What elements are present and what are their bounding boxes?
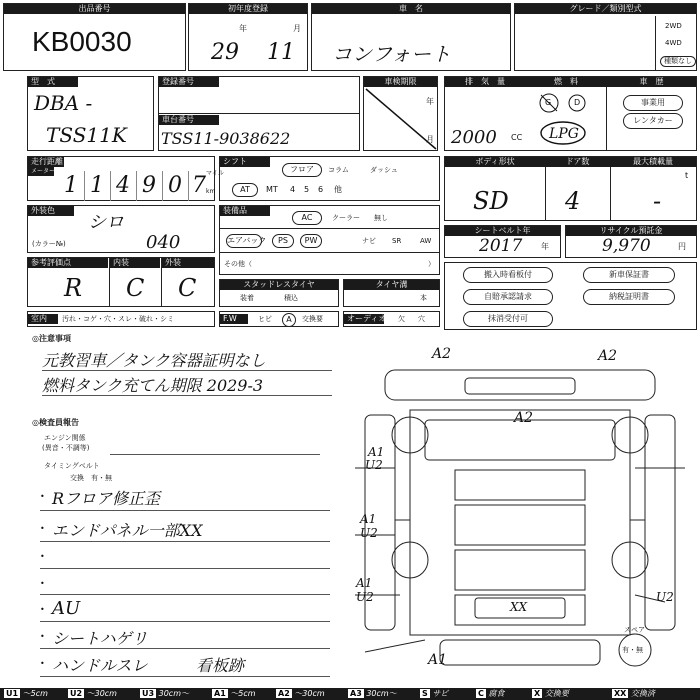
doc-delete: 抹消受付可 xyxy=(463,311,553,327)
inspector-extra: 看板跡 xyxy=(196,656,245,675)
shift-5: 5 xyxy=(304,185,310,194)
diagram-mark-a1-left-2: A1 xyxy=(360,512,377,526)
registration-label: 登録番号 xyxy=(159,77,219,87)
recycle-label: リサイクル預託金 xyxy=(566,226,696,236)
legend-item-s: S サビ xyxy=(422,689,449,698)
mileage-digit-5: 0 xyxy=(168,173,182,198)
inspector-item-6: シートハゲリ xyxy=(52,629,148,648)
studless-box xyxy=(219,279,339,307)
body-style-value: SD xyxy=(473,187,509,215)
shift-at: AT xyxy=(232,183,258,197)
chassis-label: 車台番号 xyxy=(159,115,219,125)
shift-column: コラム xyxy=(328,166,349,174)
lot-label: 出品番号 xyxy=(4,4,185,14)
spare-value: 有・無 xyxy=(622,646,643,654)
doc-jibai: 自賠承認請求 xyxy=(463,289,553,305)
seatbelt-label: シートベルト年 xyxy=(445,226,560,236)
capacity-label: 最大積載量 xyxy=(610,157,696,167)
drive-2wd: 2WD xyxy=(665,22,682,30)
grade-box xyxy=(514,3,697,71)
diagram-mark-a1-left-1: A1 xyxy=(368,445,385,459)
inspection-label: 車検期限 xyxy=(364,77,437,87)
equipment-none: 無し xyxy=(374,214,388,222)
shift-mt: MT xyxy=(266,185,278,194)
inspector-title: ◎検査員報告 xyxy=(32,418,79,427)
mileage-unit: マイル xyxy=(206,170,224,177)
doc-new-car-warranty: 新車保証書 xyxy=(583,267,675,283)
displacement-label: 排 気 量 xyxy=(445,77,525,87)
color-value: シロ xyxy=(88,212,124,233)
inspector-item-7: ハンドルスレ xyxy=(52,656,148,675)
mileage-digit-1: 1 xyxy=(64,173,78,198)
mileage-label: 走行距離 xyxy=(28,157,64,167)
registration-box xyxy=(158,76,360,151)
legend-item-x: X 交換要 xyxy=(534,689,569,698)
type-value-line2: TSS11K xyxy=(46,123,127,147)
shift-label: シフト xyxy=(220,157,270,167)
notes-line2: 燃料タンク充てん期限 2029-3 xyxy=(42,376,264,395)
legend-item-a2: A2 ～30cm xyxy=(278,689,325,698)
fw-a: A xyxy=(282,313,296,327)
timing-label: タイミングベルト xyxy=(44,462,100,470)
fuel-option-d: D xyxy=(574,98,581,107)
inspection-box xyxy=(363,76,438,151)
equipment-other-close: ） xyxy=(428,260,435,268)
equipment-navi: ナビ xyxy=(362,237,376,245)
overall-grade: R xyxy=(64,274,83,302)
recycle-box xyxy=(565,225,697,258)
doors-value: 4 xyxy=(565,187,581,215)
diagram-mark-a2-center: A2 xyxy=(514,410,534,426)
equipment-sr: SR xyxy=(392,237,402,245)
exterior-grade-label: 外装 xyxy=(162,258,214,268)
audio-hole: 穴 xyxy=(418,315,425,323)
fw-box xyxy=(219,311,339,327)
vehicle-type-label: 車 歴 xyxy=(607,77,696,87)
equipment-airbag: エアバック xyxy=(226,234,262,248)
studless-equipped: 装着 xyxy=(240,294,254,302)
lot-number: KB0030 xyxy=(32,26,132,57)
vehicle-business: 事業用 xyxy=(623,95,683,111)
recycle-unit: 円 xyxy=(678,242,686,251)
diagram-mark-xx: XX xyxy=(510,600,528,614)
legend-item-a1: A1 ～5cm xyxy=(214,689,256,698)
legend-item-u3: U3 30cm～ xyxy=(142,689,189,698)
legend-item-u2: U2 ～30cm xyxy=(70,689,117,698)
doc-sign-board: 搬入時看板付 xyxy=(463,267,553,283)
type-value-line1: DBA - xyxy=(34,91,93,115)
model-name-label: 車 名 xyxy=(312,4,510,14)
type-label: 型 式 xyxy=(28,77,78,87)
timing-options: 交換 有・無 xyxy=(70,474,112,482)
drive-note: 種類なし xyxy=(660,56,696,67)
fw-hibi: ヒビ xyxy=(258,315,272,323)
doors-label: ドア数 xyxy=(545,157,610,167)
drive-4wd: 4WD xyxy=(665,39,682,47)
mileage-meter-label: メーター xyxy=(28,167,54,176)
mileage-digit-2: 1 xyxy=(90,173,104,198)
model-name-box xyxy=(311,3,511,71)
capacity-unit: t xyxy=(685,171,689,180)
model-name: コンフォート xyxy=(332,42,451,66)
diagram-mark-a2-left: A2 xyxy=(432,346,452,362)
legend-item-u1: U1 ～5cm xyxy=(6,689,48,698)
audio-label: オーディオ xyxy=(344,314,384,324)
notes-line1: 元教習車／タンク容器証明なし xyxy=(42,351,266,370)
interior-grade: C xyxy=(126,274,145,302)
shift-box xyxy=(219,156,440,201)
seatbelt-value: 2017 xyxy=(479,236,523,256)
first-reg-year: 29 xyxy=(211,40,239,65)
overall-label: 参考評価点 xyxy=(28,258,108,268)
recycle-value: 9,970 xyxy=(602,236,651,256)
equipment-other-label: その他（ xyxy=(224,260,252,268)
grade-label: グレード／類別型式 xyxy=(515,4,696,14)
interior-condition-label: 室内 xyxy=(28,314,58,324)
displacement-box xyxy=(444,76,697,151)
audio-missing: 欠 xyxy=(398,315,405,323)
color-label: 外装色 xyxy=(28,206,74,216)
equipment-pw: PW xyxy=(300,234,322,248)
mileage-digit-3: 4 xyxy=(116,173,130,198)
legend-item-c: C 腐食 xyxy=(478,689,505,698)
capacity-value: - xyxy=(653,187,662,215)
seatbelt-box xyxy=(444,225,561,258)
fw-label: F.W xyxy=(220,314,248,324)
equipment-label: 装備品 xyxy=(220,206,270,216)
shift-6: 6 xyxy=(318,185,324,194)
audio-box xyxy=(343,311,440,327)
legend-item-a3: A3 30cm～ xyxy=(350,689,397,698)
mileage-digit-6: 7 xyxy=(192,173,206,198)
engine-label: エンジン関係 xyxy=(44,434,86,442)
inspector-item-1: Rフロア修正歪 xyxy=(52,489,161,508)
damage-legend xyxy=(0,688,700,700)
vehicle-rental: レンタカー xyxy=(623,113,683,129)
equipment-aw: AW xyxy=(420,237,432,245)
tire-depth-box xyxy=(343,279,440,307)
seatbelt-unit: 年 xyxy=(541,242,549,251)
mileage-digit-4: 9 xyxy=(142,173,156,198)
notes-title: ◎注意事項 xyxy=(32,334,71,343)
interior-condition-text: 汚れ・コゲ・穴・スレ・破れ・シミ xyxy=(62,315,174,323)
equipment-ps: PS xyxy=(272,234,294,248)
mileage-box xyxy=(27,156,224,201)
fuel-label: 燃 料 xyxy=(525,77,607,87)
fuel-option-g: G xyxy=(545,98,552,107)
studless-yes: 積込 xyxy=(284,294,298,302)
exterior-grade: C xyxy=(178,274,197,302)
type-box xyxy=(27,76,154,151)
inspector-item-2: エンドパネル一部XX xyxy=(52,521,203,540)
color-code-value: 040 xyxy=(146,232,181,253)
first-reg-label: 初年度登録 xyxy=(189,4,307,14)
first-reg-month-char: 月 xyxy=(293,24,301,33)
doc-tax-proof: 納税証明書 xyxy=(583,289,675,305)
chassis-value: TSS11-9038622 xyxy=(161,129,291,148)
first-reg-box xyxy=(188,3,308,71)
tire-depth-label: タイヤ溝 xyxy=(344,280,439,290)
legend-item-xx: XX 交換済 xyxy=(614,689,655,698)
spare-label: スペア xyxy=(624,626,645,634)
diagram-mark-a1-left-3: A1 xyxy=(356,576,373,590)
diagram-mark-u2-left-1: U2 xyxy=(365,458,383,472)
equipment-ac: AC xyxy=(292,211,322,225)
first-reg-year-char: 年 xyxy=(239,24,247,33)
tire-depth-unit: 本 xyxy=(420,294,427,302)
inspection-year-char: 年 xyxy=(426,97,434,106)
interior-grade-label: 内装 xyxy=(110,258,160,268)
first-reg-month: 11 xyxy=(267,40,295,65)
fw-replace: 交換要 xyxy=(302,315,323,323)
diagram-mark-a2-right: A2 xyxy=(598,348,618,364)
shift-dash: ダッシュ xyxy=(370,166,398,174)
equipment-cooler: クーラー xyxy=(332,214,360,222)
body-style-label: ボディ形状 xyxy=(445,157,545,167)
shift-4: 4 xyxy=(290,185,296,194)
grades-box xyxy=(27,257,215,307)
color-code-label: (カラー№) xyxy=(32,240,66,248)
inspection-month-char: 月 xyxy=(426,135,434,144)
docs-box xyxy=(444,262,697,330)
studless-label: スタッドレスタイヤ xyxy=(220,280,338,290)
displacement-unit: CC xyxy=(511,133,523,142)
engine-sub: (異音・不調等) xyxy=(42,444,90,452)
diagram-mark-u2-left-2: U2 xyxy=(360,526,378,540)
diagram-mark-a1-bottom: A1 xyxy=(428,652,448,668)
displacement-value: 2000 xyxy=(451,127,497,148)
body-box xyxy=(444,156,697,221)
interior-condition-box xyxy=(27,311,215,327)
shift-other: 他 xyxy=(334,185,342,194)
fuel-selected: LPG xyxy=(549,126,579,142)
color-box xyxy=(27,205,215,253)
mileage-unit-km: km xyxy=(206,188,216,195)
inspector-item-5: AU xyxy=(52,598,81,619)
diagram-mark-u2-left-3: U2 xyxy=(356,590,374,604)
diagram-mark-u2-right: U2 xyxy=(656,590,674,604)
equipment-box xyxy=(219,205,440,275)
shift-floor: フロア xyxy=(282,163,322,177)
lot-box xyxy=(3,3,186,71)
